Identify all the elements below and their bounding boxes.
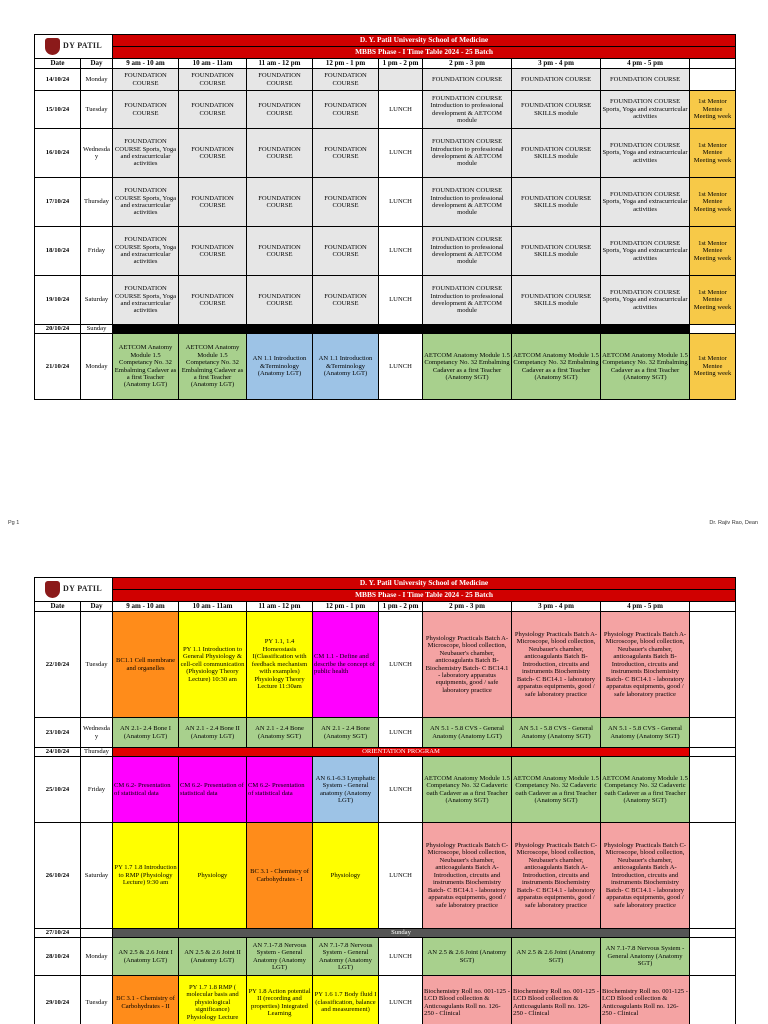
- logo-name: DY PATIL: [63, 41, 102, 51]
- university-crest-icon: [45, 581, 60, 598]
- cell: AETCOM Anatomy Module 1.5 Competancy No. 32 Embalming Cadaver as a first Teacher (Anatomy LGT): [113, 334, 179, 400]
- header-slot-7: 4 pm - 5 pm: [601, 602, 690, 612]
- cell: AN 2.1 - 2.4 Bone (Anatomy SGT): [247, 718, 313, 748]
- row-date: 29/10/24: [35, 976, 81, 1024]
- cell: PY 1.6 1.7 Body fluid I (classification, balance and measurement): [313, 976, 379, 1024]
- header-slot-5: 2 pm - 3 pm: [423, 602, 512, 612]
- cell: FOUNDATION COURSE: [179, 91, 247, 129]
- row-day: [81, 929, 113, 938]
- row-date: 21/10/24: [35, 334, 81, 400]
- document-title: D. Y. Patil University School of Medicine: [113, 35, 736, 47]
- sunday-row: [35, 929, 736, 938]
- document-title: D. Y. Patil University School of Medicine: [113, 578, 736, 590]
- lunch-cell: LUNCH: [379, 129, 423, 178]
- row-date: 24/10/24: [35, 748, 81, 757]
- header-slot-4: 12 pm - 1 pm: [313, 602, 379, 612]
- document-subtitle: MBBS Phase - I Time Table 2024 - 25 Batch: [113, 47, 736, 59]
- header-lunch: 1 pm - 2 pm: [379, 59, 423, 69]
- row-day: Tuesday: [81, 612, 113, 718]
- row-day: Monday: [81, 69, 113, 91]
- logo-name: DY PATIL: [63, 584, 102, 594]
- cell: Biochemistry Roll no. 001-125 - LCD Blood collection & Anticoagulants Roll no. 126-250 - Clinical: [601, 976, 690, 1024]
- header-slot-6: 3 pm - 4 pm: [512, 602, 601, 612]
- cell: AN 7.1-7.8 Nervous System - General Anatomy (Anatomy LGT): [247, 938, 313, 976]
- cell: AN 5.1 - 5.8 CVS - General Anatomy (Anatomy SGT): [512, 718, 601, 748]
- cell: Physiology Practicals Batch A- Microscope, blood collection, Neubauer's chamber, anticoagulants Batch B- Introduction, circuits and instruments Biochemistry Batch- C BC14.1 - laboratory apparatus equipments, good / safe laboratory practice: [601, 612, 690, 718]
- cell: [690, 757, 736, 823]
- cell: FOUNDATION COURSE: [179, 178, 247, 227]
- row-day: Tuesday: [81, 91, 113, 129]
- cell: FOUNDATION COURSE: [179, 69, 247, 91]
- table-row: [35, 718, 736, 748]
- row-day: Monday: [81, 938, 113, 976]
- cell: FOUNDATION COURSE: [247, 227, 313, 276]
- university-logo: [35, 35, 113, 59]
- sunday-row: [35, 325, 736, 334]
- cell: FOUNDATION COURSE Sports, Yoga and extracurricular activities: [601, 91, 690, 129]
- cell: Physiology: [313, 823, 379, 929]
- cell: AN 2.1 - 2.4 Bone (Anatomy SGT): [313, 718, 379, 748]
- cell: [690, 612, 736, 718]
- cell: FOUNDATION COURSE: [113, 69, 179, 91]
- cell: FOUNDATION COURSE Introduction to professional development & AETCOM module: [423, 276, 512, 325]
- header-extra: [690, 602, 736, 612]
- cell: PY 1.1, 1.4 Homeostasis I(Classification with feedback mechanism with examples) Physiology Theory Lecture 11:30am: [247, 612, 313, 718]
- cell: FOUNDATION COURSE Introduction to professional development & AETCOM module: [423, 178, 512, 227]
- cell: FOUNDATION COURSE SKILLS module: [512, 227, 601, 276]
- timetable-page-2: [34, 577, 736, 1024]
- row-date: 17/10/24: [35, 178, 81, 227]
- row-day: Thursday: [81, 748, 113, 757]
- cell: FOUNDATION COURSE Introduction to professional development & AETCOM module: [423, 227, 512, 276]
- cell: BC1.1 Cell membrane and organelles: [113, 612, 179, 718]
- footer-page-number: Pg 1: [8, 520, 20, 526]
- header-day: Day: [81, 59, 113, 69]
- row-date: 14/10/24: [35, 69, 81, 91]
- cell: AN 6.1-6.3 Lymphatic System - General anatomy (Anatomy LGT): [313, 757, 379, 823]
- cell: Physiology Practicals Batch C- Microscope, blood collection, Neubauer's chamber, anticoagulants Batch A- Introduction, circuits and instruments Biochemistry Batch- C BC14.1 - laboratory apparatus equipments, good / safe laboratory practice: [512, 823, 601, 929]
- lunch-cell: LUNCH: [379, 718, 423, 748]
- cell: FOUNDATION COURSE Introduction to professional development & AETCOM module: [423, 129, 512, 178]
- lunch-cell: LUNCH: [379, 976, 423, 1024]
- table-row: [35, 334, 736, 400]
- cell: [690, 976, 736, 1024]
- row-date: 27/10/24: [35, 929, 81, 938]
- header-slot-3: 11 am - 12 pm: [247, 59, 313, 69]
- header-extra: [690, 59, 736, 69]
- cell: AN 5.1 - 5.8 CVS - General Anatomy (Anatomy SGT): [601, 718, 690, 748]
- lunch-cell: LUNCH: [379, 823, 423, 929]
- cell: FOUNDATION COURSE: [247, 178, 313, 227]
- row-date: 22/10/24: [35, 612, 81, 718]
- mentor-cell: 1st Mentor Mentee Meeting week: [690, 91, 736, 129]
- table-row: [35, 938, 736, 976]
- cell: FOUNDATION COURSE: [313, 276, 379, 325]
- cell: AETCOM Anatomy Module 1.5 Competancy No. 32 Embalming Cadaver as a first Teacher (Anatomy LGT): [179, 334, 247, 400]
- cell: PY 1.7 1.8 Introduction to RMP (Physiology Lecture) 9:30 am: [113, 823, 179, 929]
- cell: [690, 69, 736, 91]
- row-date: 26/10/24: [35, 823, 81, 929]
- row-day: Thursday: [81, 178, 113, 227]
- cell: AETCOM Anatomy Module 1.5 Competancy No. 32 Embalming Cadaver as a first Teacher (Anatomy SGT): [601, 334, 690, 400]
- lunch-cell: LUNCH: [379, 91, 423, 129]
- orientation-row: [35, 748, 736, 757]
- lunch-cell: LUNCH: [379, 227, 423, 276]
- row-date: 23/10/24: [35, 718, 81, 748]
- row-day: Tuesday: [81, 976, 113, 1024]
- cell: PY 1.7 1.8 RMP ( molecular basis and physiological significance) Physiology Lecture: [179, 976, 247, 1024]
- table-row: [35, 757, 736, 823]
- cell: PY 1.1 Introduction to General Physiology & cell-cell communication (Physiology Theory Lecture) 10:30 am: [179, 612, 247, 718]
- cell: PY 1.8 Action potential II (recording and properties) Integrated Learning: [247, 976, 313, 1024]
- header-slot-7: 4 pm - 5 pm: [601, 59, 690, 69]
- row-day: Wednesday: [81, 718, 113, 748]
- table-row: [35, 976, 736, 1024]
- cell: FOUNDATION COURSE: [601, 69, 690, 91]
- cell: AETCOM Anatomy Module 1.5 Competancy No. 32 Cadaveric oath Cadaver as a first Teacher (Anatomy SGT): [512, 757, 601, 823]
- cell: FOUNDATION COURSE SKILLS module: [512, 276, 601, 325]
- cell: FOUNDATION COURSE Sports, Yoga and extracurricular activities: [113, 276, 179, 325]
- cell: FOUNDATION COURSE: [313, 227, 379, 276]
- mentor-cell: 1st Mentor Mentee Meeting week: [690, 227, 736, 276]
- cell: FOUNDATION COURSE: [247, 69, 313, 91]
- university-crest-icon: [45, 38, 60, 55]
- header-lunch: 1 pm - 2 pm: [379, 602, 423, 612]
- header-slot-1: 9 am - 10 am: [113, 602, 179, 612]
- cell: AETCOM Anatomy Module 1.5 Competancy No. 32 Embalming Cadaver as a first Teacher (Anatomy SGT): [423, 334, 512, 400]
- cell: Physiology Practicals Batch A- Microscope, blood collection, Neubauer's chamber, anticoagulants Batch B- Introduction, circuits and instruments Biochemistry Batch- C BC14.1 - laboratory apparatus equipments, good / safe laboratory practice: [512, 612, 601, 718]
- table-row: [35, 91, 736, 129]
- row-date: 18/10/24: [35, 227, 81, 276]
- document-subtitle: MBBS Phase - I Time Table 2024 - 25 Batch: [113, 590, 736, 602]
- cell: FOUNDATION COURSE: [179, 227, 247, 276]
- header-slot-2: 10 am - 11am: [179, 59, 247, 69]
- row-date: 16/10/24: [35, 129, 81, 178]
- row-day: Saturday: [81, 823, 113, 929]
- cell: Physiology: [179, 823, 247, 929]
- cell: FOUNDATION COURSE: [313, 178, 379, 227]
- cell: FOUNDATION COURSE Sports, Yoga and extracurricular activities: [601, 178, 690, 227]
- row-day: Saturday: [81, 276, 113, 325]
- lunch-cell: LUNCH: [379, 178, 423, 227]
- header-date: Date: [35, 59, 81, 69]
- lunch-cell: LUNCH: [379, 334, 423, 400]
- cell: FOUNDATION COURSE: [179, 129, 247, 178]
- lunch-cell: LUNCH: [379, 757, 423, 823]
- cell: FOUNDATION COURSE: [247, 276, 313, 325]
- cell: AN 2.1- 2.4 Bone I (Anatomy LGT): [113, 718, 179, 748]
- footer-signature: Dr. Rajiv Rao, Dean: [709, 520, 758, 526]
- row-day: Friday: [81, 227, 113, 276]
- mentor-cell: 1st Mentor Mentee Meeting week: [690, 178, 736, 227]
- cell: AETCOM Anatomy Module 1.5 Competancy No. 32 Embalming Cadaver as a first Teacher (Anatomy SGT): [512, 334, 601, 400]
- row-day: Wednesday: [81, 129, 113, 178]
- row-date: 15/10/24: [35, 91, 81, 129]
- cell: FOUNDATION COURSE: [179, 276, 247, 325]
- cell: Physiology Practicals Batch A- Microscope, blood collection, Neubauer's chamber, anticoagulants Batch B- Biochemistry Batch- C BC14.1 - laboratory apparatus equipments, good / safe laboratory practice: [423, 612, 512, 718]
- header-slot-4: 12 pm - 1 pm: [313, 59, 379, 69]
- cell: FOUNDATION COURSE: [113, 91, 179, 129]
- cell: FOUNDATION COURSE: [313, 69, 379, 91]
- holiday-bar: [113, 325, 690, 334]
- cell: Biochemistry Roll no. 001-125 - LCD Blood collection & Anticoagulants Roll no. 126-250 - Clinical: [512, 976, 601, 1024]
- table-row: [35, 276, 736, 325]
- cell: FOUNDATION COURSE: [313, 129, 379, 178]
- cell: FOUNDATION COURSE: [512, 69, 601, 91]
- cell: Physiology Practicals Batch C- Microscope, blood collection, Neubauer's chamber, anticoagulants Batch A- Introduction, circuits and instruments Biochemistry Batch- C BC14.1 - laboratory apparatus equipments, good / safe laboratory practice: [423, 823, 512, 929]
- cell: FOUNDATION COURSE Sports, Yoga and extracurricular activities: [601, 129, 690, 178]
- cell: AETCOM Anatomy Module 1.5 Competancy No. 32 Cadaveric oath Cadaver as a first Teacher (Anatomy SGT): [423, 757, 512, 823]
- cell: FOUNDATION COURSE Sports, Yoga and extracurricular activities: [113, 129, 179, 178]
- cell: CM 6.2- Presentation of statistical data: [113, 757, 179, 823]
- table-row: [35, 823, 736, 929]
- table-row: [35, 178, 736, 227]
- table-row: [35, 69, 736, 91]
- cell: AN 2.5 & 2.6 Joint I (Anatomy LGT): [113, 938, 179, 976]
- header-day: Day: [81, 602, 113, 612]
- orientation-banner: ORIENTATION PROGRAM: [113, 748, 690, 757]
- cell: FOUNDATION COURSE: [247, 91, 313, 129]
- lunch-cell: [379, 69, 423, 91]
- timetable-page-1: [34, 34, 736, 400]
- cell: CM 6.2- Presentation of statistical data: [247, 757, 313, 823]
- mentor-cell: 1st Mentor Mentee Meeting week: [690, 334, 736, 400]
- cell: [690, 325, 736, 334]
- cell: CM 6.2- Presentation of statistical data: [179, 757, 247, 823]
- header-slot-6: 3 pm - 4 pm: [512, 59, 601, 69]
- table-row: [35, 612, 736, 718]
- table-row: [35, 227, 736, 276]
- mentor-cell: 1st Mentor Mentee Meeting week: [690, 129, 736, 178]
- cell: FOUNDATION COURSE Sports, Yoga and extracurricular activities: [601, 227, 690, 276]
- cell: AN 2.1 - 2.4 Bone II (Anatomy LGT): [179, 718, 247, 748]
- cell: BC 3.1 - Chemistry of Carbohydrates - I: [247, 823, 313, 929]
- university-logo: [35, 578, 113, 602]
- cell: BC 3.1 - Chemistry of Carbohydrates - II: [113, 976, 179, 1024]
- lunch-cell: LUNCH: [379, 938, 423, 976]
- table-row: [35, 129, 736, 178]
- cell: Biochemistry Roll no. 001-125 - LCD Blood collection & Anticoagulants Roll no. 126-250 - Clinical: [423, 976, 512, 1024]
- header-slot-2: 10 am - 11am: [179, 602, 247, 612]
- cell: AETCOM Anatomy Module 1.5 Competancy No. 32 Cadaveric oath Cadaver as a first Teacher (Anatomy SGT): [601, 757, 690, 823]
- cell: AN 1.1 Introduction &Terminology (Anatomy LGT): [247, 334, 313, 400]
- cell: FOUNDATION COURSE SKILLS module: [512, 91, 601, 129]
- cell: AN 2.5 & 2.6 Joint II (Anatomy LGT): [179, 938, 247, 976]
- row-date: 25/10/24: [35, 757, 81, 823]
- cell: [690, 823, 736, 929]
- cell: FOUNDATION COURSE: [423, 69, 512, 91]
- cell: FOUNDATION COURSE: [247, 129, 313, 178]
- row-day: Sunday: [81, 325, 113, 334]
- cell: AN 7.1-7.8 Nervous System - General Anatomy (Anatomy LGT): [313, 938, 379, 976]
- cell: [690, 748, 736, 757]
- cell: FOUNDATION COURSE Introduction to professional development & AETCOM module: [423, 91, 512, 129]
- header-slot-3: 11 am - 12 pm: [247, 602, 313, 612]
- cell: CM 1.1 - Define and describe the concept of public health: [313, 612, 379, 718]
- row-date: 20/10/24: [35, 325, 81, 334]
- header-slot-5: 2 pm - 3 pm: [423, 59, 512, 69]
- row-day: Friday: [81, 757, 113, 823]
- row-date: 19/10/24: [35, 276, 81, 325]
- row-date: 28/10/24: [35, 938, 81, 976]
- cell: FOUNDATION COURSE Sports, Yoga and extracurricular activities: [601, 276, 690, 325]
- cell: FOUNDATION COURSE Sports, Yoga and extracurricular activities: [113, 227, 179, 276]
- cell: [690, 718, 736, 748]
- cell: Physiology Practicals Batch C- Microscope, blood collection, Neubauer's chamber, anticoagulants Batch A- Introduction, circuits and instruments Biochemistry Batch- C BC14.1 - laboratory apparatus equipments, good / safe laboratory practice: [601, 823, 690, 929]
- cell: AN 7.1-7.8 Nervous System - General Anatomy (Anatomy SGT): [601, 938, 690, 976]
- cell: FOUNDATION COURSE SKILLS module: [512, 129, 601, 178]
- cell: FOUNDATION COURSE Sports, Yoga and extracurricular activities: [113, 178, 179, 227]
- cell: AN 5.1 - 5.8 CVS - General Anatomy (Anatomy LGT): [423, 718, 512, 748]
- cell: [690, 929, 736, 938]
- cell: AN 2.5 & 2.6 Joint (Anatomy SGT): [423, 938, 512, 976]
- cell: AN 2.5 & 2.6 Joint (Anatomy SGT): [512, 938, 601, 976]
- sunday-banner: Sunday: [113, 929, 690, 938]
- lunch-cell: LUNCH: [379, 276, 423, 325]
- cell: FOUNDATION COURSE: [313, 91, 379, 129]
- cell: [690, 938, 736, 976]
- header-slot-1: 9 am - 10 am: [113, 59, 179, 69]
- lunch-cell: LUNCH: [379, 612, 423, 718]
- cell: AN 1.1 Introduction &Terminology (Anatomy LGT): [313, 334, 379, 400]
- row-day: Monday: [81, 334, 113, 400]
- header-date: Date: [35, 602, 81, 612]
- mentor-cell: 1st Mentor Mentee Meeting week: [690, 276, 736, 325]
- cell: FOUNDATION COURSE SKILLS module: [512, 178, 601, 227]
